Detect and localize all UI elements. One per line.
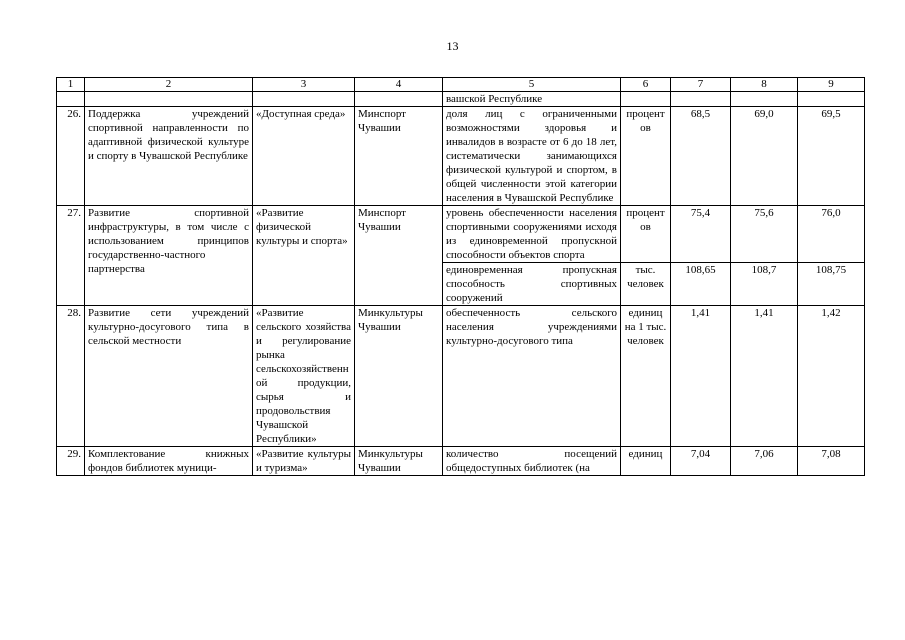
indicator-unit: единиц на 1 тыс. человек	[621, 306, 671, 447]
indicator-unit: процентов	[621, 107, 671, 206]
value-col9: 1,42	[798, 306, 865, 447]
value-col9: 7,08	[798, 447, 865, 476]
row-number: 28.	[57, 306, 85, 447]
col-header-4: 4	[355, 78, 443, 92]
value-col8: 108,7	[731, 263, 798, 306]
continuation-indicator: вашской Республике	[443, 92, 621, 107]
value-col8: 69,0	[731, 107, 798, 206]
col-header-9: 9	[798, 78, 865, 92]
col-header-3: 3	[253, 78, 355, 92]
indicators-table	[56, 77, 865, 476]
value-col7: 75,4	[671, 206, 731, 263]
measure-name: Развитие сети учреждений культурно-досугового типа в сельской местности	[85, 306, 253, 447]
col-header-5: 5	[443, 78, 621, 92]
value-col8: 75,6	[731, 206, 798, 263]
header-row	[57, 78, 865, 92]
program-name: «Развитие культуры и туризма»	[253, 447, 355, 476]
value-col7: 7,04	[671, 447, 731, 476]
value-col9: 108,75	[798, 263, 865, 306]
col-header-1: 1	[57, 78, 85, 92]
measure-name: Развитие спортивной инфраструктуры, в том числе с использованием принципов государственно-частного партнерства	[85, 206, 253, 306]
indicator-name: количество посещений общедоступных библиотек (на	[443, 447, 621, 476]
executor-name: Минкультуры Чувашии	[355, 447, 443, 476]
measure-name: Поддержка учреждений спортивной направленности по адаптивной физической культуре и спорту в Чувашской Республике	[85, 107, 253, 206]
executor-name: Минспорт Чувашии	[355, 206, 443, 306]
continuation-row	[57, 92, 865, 107]
value-col8: 1,41	[731, 306, 798, 447]
col-header-6: 6	[621, 78, 671, 92]
measure-name: Комплектование книжных фондов библиотек муници-	[85, 447, 253, 476]
page-number: 13	[446, 39, 459, 53]
row-number: 26.	[57, 107, 85, 206]
indicator-name: уровень обеспеченности населения спортивными сооружениями исходя из единовременной пропускной способности объектов спорта	[443, 206, 621, 263]
value-col7: 68,5	[671, 107, 731, 206]
indicator-name: обеспеченность сельского населения учреждениями культурно-досугового типа	[443, 306, 621, 447]
col-header-8: 8	[731, 78, 798, 92]
value-col7: 108,65	[671, 263, 731, 306]
program-name: «Развитие физической культуры и спорта»	[253, 206, 355, 306]
program-name: «Развитие сельского хозяйства и регулирование рынка сельскохозяйственной продукции, сырья и продовольствия Чувашской Республики»	[253, 306, 355, 447]
row-number: 27.	[57, 206, 85, 306]
executor-name: Минспорт Чувашии	[355, 107, 443, 206]
indicator-name: единовременная пропускная способность спортивных сооружений	[443, 263, 621, 306]
col-header-7: 7	[671, 78, 731, 92]
table-row	[57, 306, 865, 447]
executor-name: Минкультуры Чувашии	[355, 306, 443, 447]
table-row	[57, 447, 865, 476]
value-col7: 1,41	[671, 306, 731, 447]
indicator-unit: тыс. человек	[621, 263, 671, 306]
table-row	[57, 107, 865, 206]
value-col8: 7,06	[731, 447, 798, 476]
program-name: «Доступная среда»	[253, 107, 355, 206]
table-row	[57, 206, 865, 263]
value-col9: 69,5	[798, 107, 865, 206]
indicator-unit: единиц	[621, 447, 671, 476]
indicator-unit: процентов	[621, 206, 671, 263]
col-header-2: 2	[85, 78, 253, 92]
indicator-name: доля лиц с ограниченными возможностями здоровья и инвалидов в возрасте от 6 до 18 лет, систематически занимающихся физической культурой и спортом, в общей численности этой категории населения в Чувашской Республике	[443, 107, 621, 206]
value-col9: 76,0	[798, 206, 865, 263]
row-number: 29.	[57, 447, 85, 476]
